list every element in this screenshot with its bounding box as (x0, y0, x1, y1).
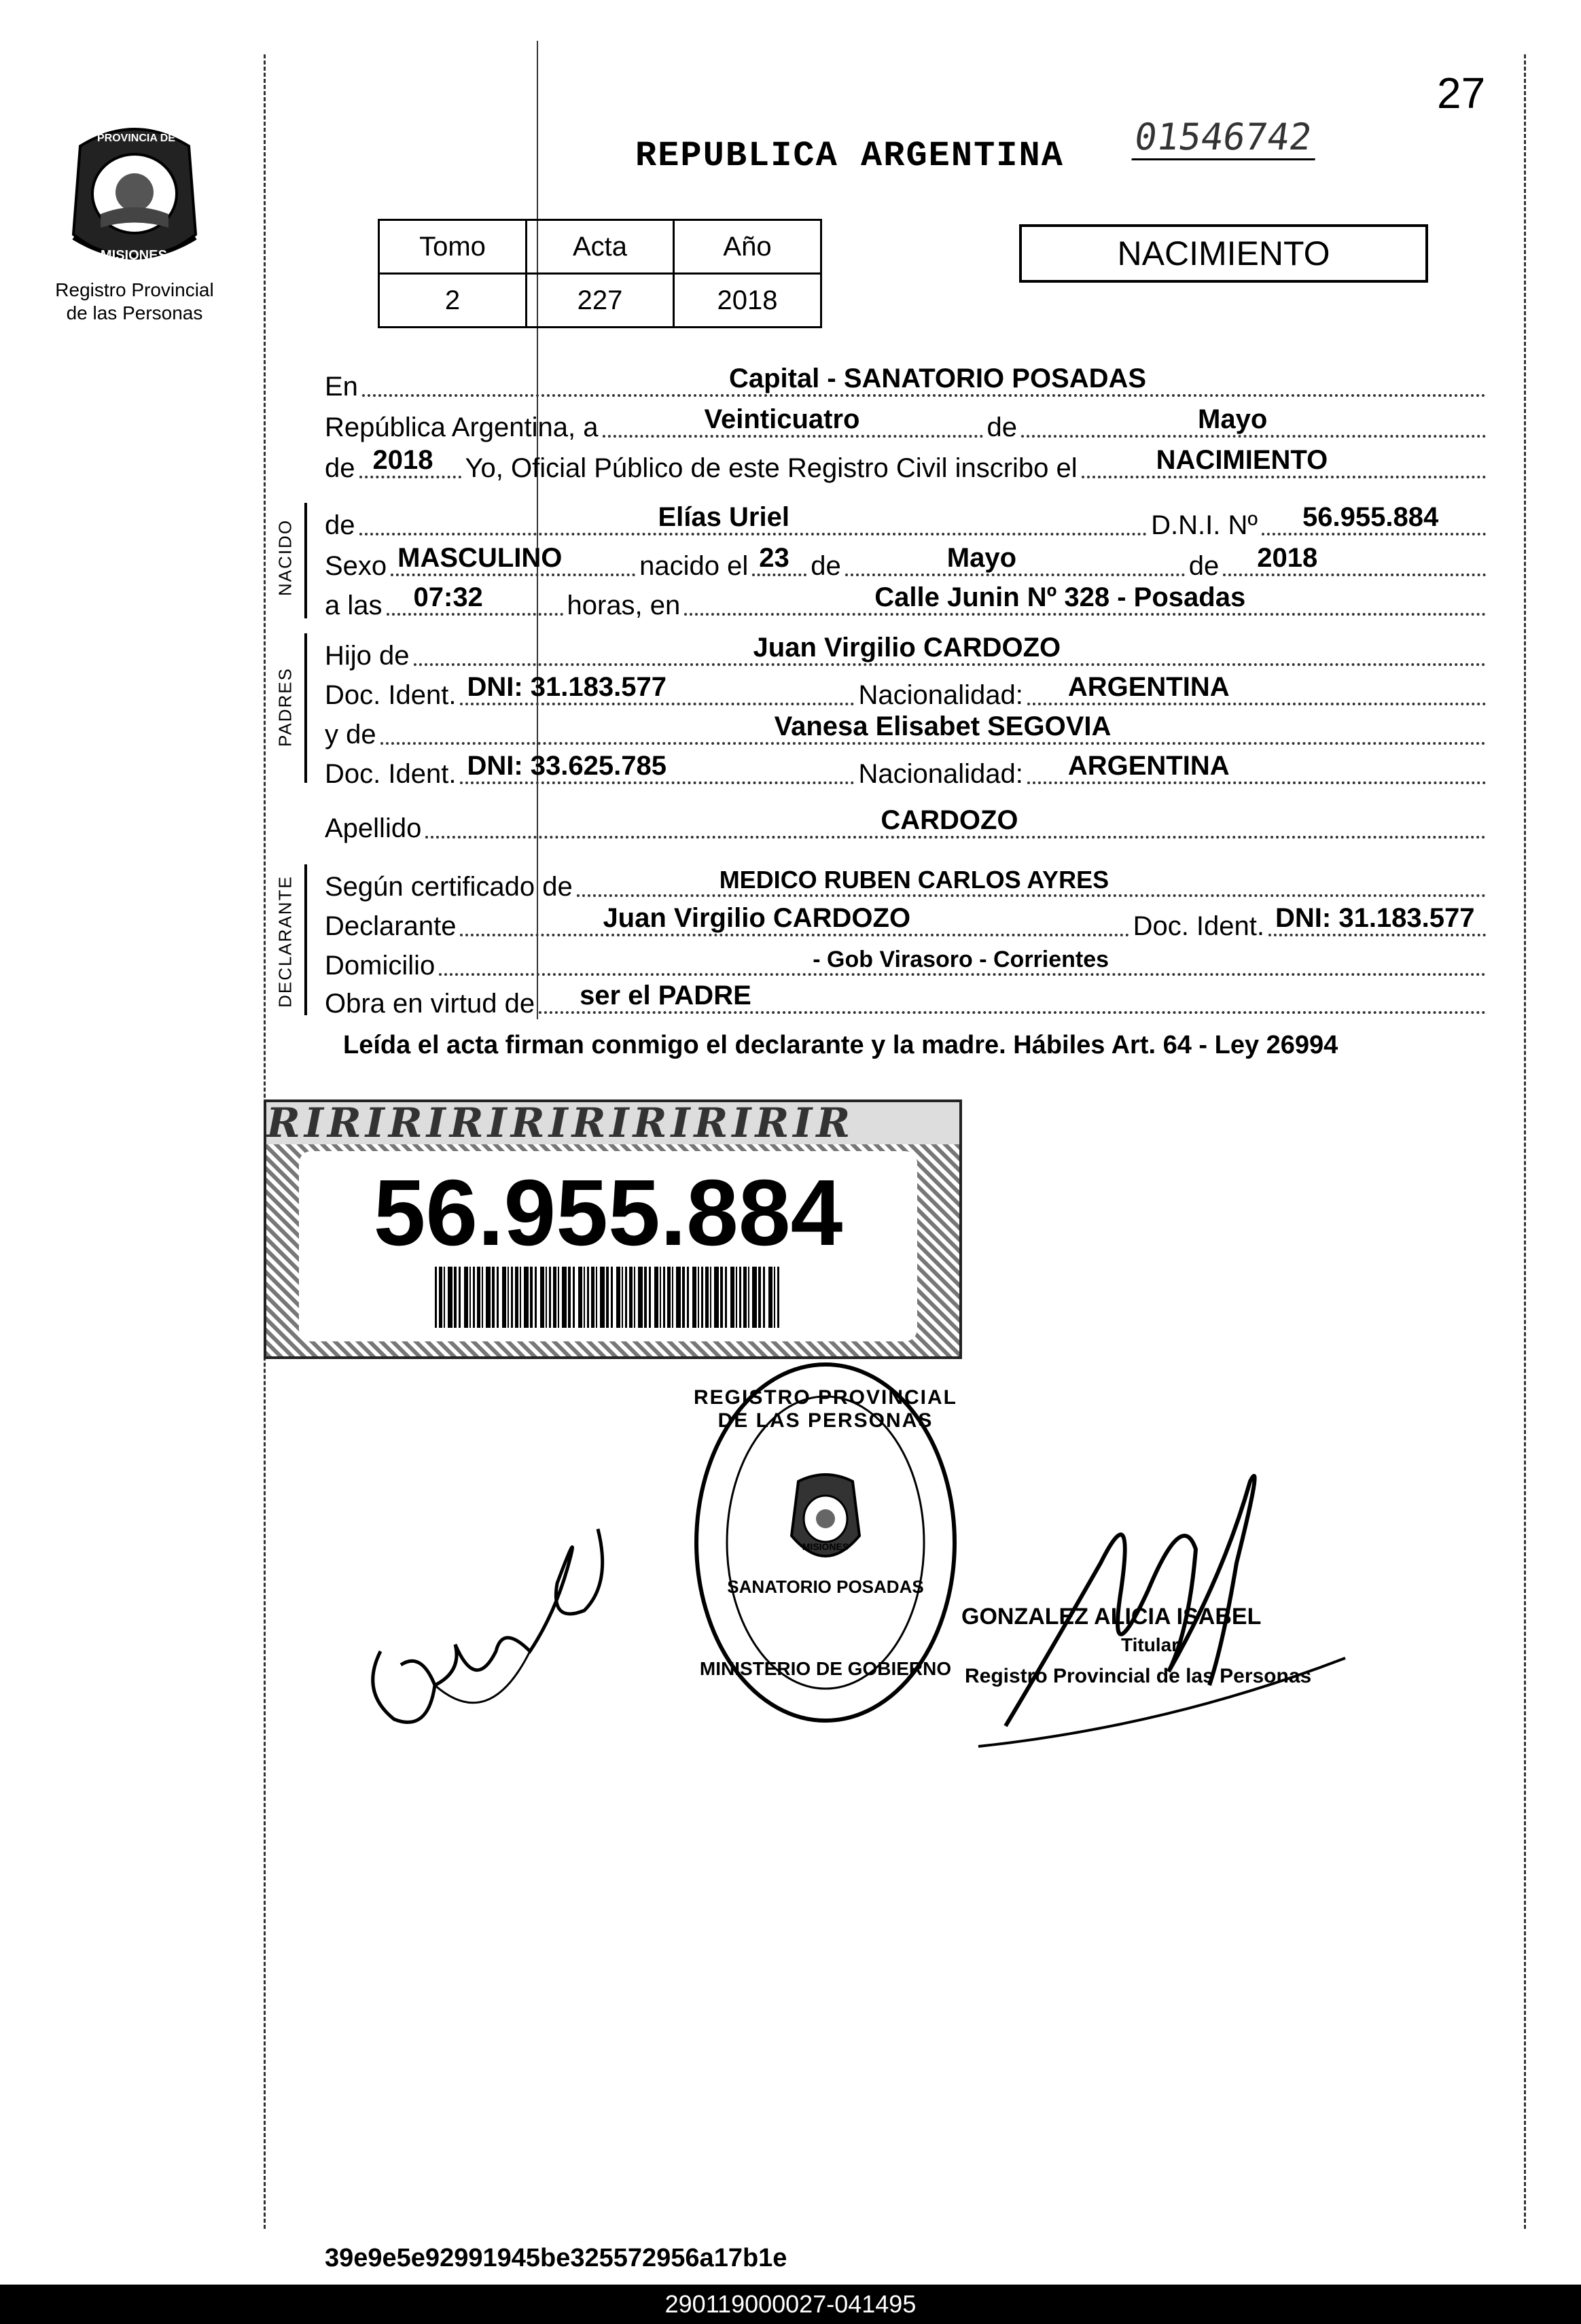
domicilio-label: Domicilio (325, 951, 436, 981)
republica-label: República Argentina, a (325, 412, 599, 442)
barcode-bar (616, 1267, 620, 1328)
declarant-row (325, 903, 1490, 942)
barcode-bar (638, 1267, 643, 1328)
a-las-label: a las (325, 591, 383, 620)
sexo-value: MASCULINO (397, 543, 563, 573)
barcode-bar (482, 1267, 483, 1328)
mother-row (325, 711, 1490, 750)
year-value: 2018 (372, 445, 433, 475)
table-header-anio: Año (674, 220, 821, 274)
serial-number: 01546742 (1131, 116, 1321, 160)
declarante-label: Declarante (325, 911, 457, 941)
barcode-bar (682, 1267, 685, 1328)
barcode-bar (448, 1267, 452, 1328)
sticker-barcode (435, 1267, 788, 1335)
record-table (378, 219, 822, 328)
barcode-bar (625, 1267, 627, 1328)
declarante-side-label: DECLARANTE (274, 875, 296, 1008)
time-place-row (325, 582, 1490, 621)
registry-label-line2: de las Personas (66, 302, 203, 323)
barcode-bar (774, 1267, 775, 1328)
barcode-bar (725, 1267, 727, 1328)
barcode-bar (596, 1267, 597, 1328)
barcode-bar (558, 1267, 559, 1328)
apellido-label: Apellido (325, 813, 422, 843)
birth-de-label: de (811, 551, 841, 581)
barcode-bar (743, 1267, 747, 1328)
registry-label (33, 279, 236, 325)
surname-row (325, 805, 1490, 844)
sticker-panel (299, 1151, 917, 1341)
sex-birth-row (325, 543, 1490, 582)
right-margin-line (1524, 54, 1526, 2229)
mother-doc-value: DNI: 33.625.785 (467, 751, 667, 781)
barcode-bar (459, 1267, 461, 1328)
father-nat-label: Nacionalidad: (858, 680, 1023, 710)
barcode-bar (524, 1267, 529, 1328)
barcode-bar (600, 1267, 605, 1328)
mother-doc-row (325, 751, 1490, 790)
barcode-bar (573, 1267, 575, 1328)
barcode-bar (492, 1267, 495, 1328)
seal-inner-text: SANATORIO POSADAS (727, 1577, 924, 1597)
barcode-bar (768, 1267, 772, 1328)
barcode-bar (611, 1267, 613, 1328)
padres-side-label: PADRES (274, 667, 296, 747)
barcode-bar (477, 1267, 480, 1328)
barcode-bar (698, 1267, 699, 1328)
barcode-bar (752, 1267, 757, 1328)
logo-bottom-text: MISIONES (101, 248, 167, 263)
barcode-bar (562, 1267, 567, 1328)
dni-sticker (264, 1099, 962, 1359)
barcode-bar (736, 1267, 737, 1328)
barcode-bar (535, 1267, 537, 1328)
barcode-bar (622, 1267, 623, 1328)
table-value-tomo: 2 (379, 274, 527, 328)
certificado-label: Según certificado de (325, 872, 573, 902)
barcode-bar (454, 1267, 457, 1328)
certificate-row (325, 866, 1490, 902)
document-hash: 39e9e5e92991945be325572956a17b1e (325, 2244, 787, 2272)
horas-en-label: horas, en (567, 591, 681, 620)
certificado-value: MEDICO RUBEN CARLOS AYRES (719, 866, 1109, 894)
inscription-row (325, 445, 1490, 484)
barcode-bar (578, 1267, 582, 1328)
declarante-doc-label: Doc. Ident. (1133, 911, 1264, 941)
officer-registry: Registro Provincial de las Personas (965, 1665, 1312, 1687)
y-de-label: y de (325, 720, 376, 750)
declarante-bar (304, 864, 307, 1015)
barcode-bar (486, 1267, 491, 1328)
barcode-bar (672, 1267, 673, 1328)
place-row (325, 364, 1490, 402)
barcode-bar (435, 1267, 437, 1328)
sticker-number: 56.955.884 (373, 1161, 843, 1265)
barcode-bar (649, 1267, 651, 1328)
barcode-bar (439, 1267, 442, 1328)
declarante-doc-value: DNI: 31.183.577 (1275, 903, 1475, 933)
table-header-tomo: Tomo (379, 220, 527, 274)
declarante-value: Juan Virgilio CARDOZO (603, 903, 911, 933)
table-value-anio: 2018 (674, 274, 821, 328)
barcode-bar (591, 1267, 594, 1328)
dni-value: 56.955.884 (1302, 502, 1439, 532)
barcode-bar (748, 1267, 749, 1328)
father-doc-row (325, 672, 1490, 711)
apellido-value: CARDOZO (881, 805, 1018, 835)
barcode-bar (515, 1267, 518, 1328)
day-value: Veinticuatro (704, 404, 860, 434)
barcode-bar (777, 1267, 779, 1328)
birth-de2-label: de (1188, 551, 1220, 581)
officer-role: Titular (1121, 1634, 1179, 1655)
barcode-bar (710, 1267, 711, 1328)
barcode-bar (763, 1267, 765, 1328)
barcode-bar (676, 1267, 681, 1328)
sexo-label: Sexo (325, 551, 387, 581)
barcode-bar (701, 1267, 703, 1328)
registry-label-line1: Registro Provincial (55, 279, 214, 300)
barcode-bar (546, 1267, 547, 1328)
barcode-bar (714, 1267, 719, 1328)
barcode-bar (730, 1267, 734, 1328)
en-label: En (325, 372, 358, 402)
place-value: Capital - SANATORIO POSADAS (728, 364, 1147, 393)
seal-center-text: MISIONES (802, 1541, 849, 1552)
barcode-bar (644, 1267, 647, 1328)
barcode-bar (667, 1267, 671, 1328)
declarant-signature (353, 1447, 639, 1804)
date-row (325, 404, 1490, 443)
nacido-bar (304, 503, 307, 618)
barcode-bar (692, 1267, 696, 1328)
birth-day-value: 23 (759, 543, 789, 573)
barcode-bar (720, 1267, 723, 1328)
de-label: de (987, 412, 1017, 442)
inscribo-value: NACIMIENTO (1156, 445, 1328, 475)
barcode-bar (584, 1267, 585, 1328)
month-value: Mayo (1198, 404, 1268, 434)
barcode-bar (634, 1267, 635, 1328)
closing-text: Leída el acta firman conmigo el declarante y la madre. Hábiles Art. 64 - Ley 26994 (343, 1031, 1338, 1059)
birth-year-value: 2018 (1257, 543, 1318, 573)
obra-label: Obra en virtud de (325, 989, 535, 1019)
child-name-value: Elías Uriel (658, 502, 789, 532)
hijo-de-label: Hijo de (325, 641, 410, 671)
barcode-bar (568, 1267, 571, 1328)
barcode-bar (497, 1267, 499, 1328)
obra-value: ser el PADRE (580, 981, 751, 1010)
barcode-bar (502, 1267, 506, 1328)
padres-bar (304, 633, 307, 783)
nacido-de-label: de (325, 510, 355, 540)
yo-label: Yo, Oficial Público de este Registro Civil inscribo el (465, 453, 1078, 483)
barcode-bar (758, 1267, 761, 1328)
bottom-barcode-text: 290119000027-041495 (664, 2290, 917, 2318)
barcode-bar (530, 1267, 533, 1328)
document-type-box: NACIMIENTO (1019, 224, 1428, 283)
seal-bottom-text: MINISTERIO DE GOBIERNO (699, 1658, 952, 1679)
logo-top-text: PROVINCIA DE (97, 133, 175, 144)
father-doc-value: DNI: 31.183.577 (467, 672, 667, 702)
father-name-value: Juan Virgilio CARDOZO (753, 633, 1061, 663)
seal-outer-text: REGISTRO PROVINCIAL DE LAS PERSONAS (693, 1386, 958, 1432)
child-name-row (325, 502, 1490, 541)
barcode-bar (473, 1267, 475, 1328)
table-value-acta: 227 (527, 274, 674, 328)
mother-doc-label: Doc. Ident. (325, 759, 457, 789)
barcode-bar (549, 1267, 551, 1328)
barcode-bar (511, 1267, 513, 1328)
birth-place-value: Calle Junin Nº 328 - Posadas (874, 582, 1246, 612)
barcode-bar (508, 1267, 509, 1328)
bottom-strip (0, 2285, 1581, 2324)
sticker-pattern: RIRIRIRIRIRIRIRIRIR (266, 1102, 959, 1144)
barcode-bar (739, 1267, 741, 1328)
table-header-acta: Acta (527, 220, 674, 274)
mother-nat-value: ARGENTINA (1067, 751, 1230, 781)
barcode-bar (464, 1267, 468, 1328)
page-number: 27 (1437, 69, 1486, 118)
father-row (325, 633, 1490, 671)
barcode-bar (687, 1267, 689, 1328)
barcode-bar (520, 1267, 521, 1328)
barcode-bar (469, 1267, 471, 1328)
domicilio-value: - Gob Virasoro - Corrientes (813, 947, 1109, 972)
mother-name-value: Vanesa Elisabet SEGOVIA (774, 711, 1112, 741)
barcode-bar (705, 1267, 709, 1328)
barcode-bar (444, 1267, 445, 1328)
barcode-bar (654, 1267, 658, 1328)
country-title: REPUBLICA ARGENTINA (635, 136, 1064, 176)
father-nat-value: ARGENTINA (1067, 672, 1230, 702)
nacido-el-label: nacido el (639, 551, 749, 581)
officer-name: GONZALEZ ALICIA ISABEL (961, 1604, 1262, 1630)
mother-nat-label: Nacionalidad: (858, 759, 1023, 789)
de2-label: de (325, 453, 355, 483)
barcode-bar (540, 1267, 544, 1328)
barcode-bar (553, 1267, 556, 1328)
hour-value: 07:32 (413, 582, 483, 612)
by-virtue-row (325, 981, 1490, 1019)
barcode-bar (587, 1267, 589, 1328)
barcode-bar (606, 1267, 609, 1328)
nacido-side-label: NACIDO (274, 518, 296, 597)
dni-label: D.N.I. Nº (1151, 510, 1258, 540)
domicile-row (325, 947, 1490, 981)
barcode-bar (663, 1267, 665, 1328)
barcode-bar (660, 1267, 661, 1328)
barcode-bar (629, 1267, 633, 1328)
birth-month-value: Mayo (946, 543, 1017, 573)
province-logo (60, 119, 209, 275)
father-doc-label: Doc. Ident. (325, 680, 457, 710)
official-seal (690, 1359, 961, 1726)
